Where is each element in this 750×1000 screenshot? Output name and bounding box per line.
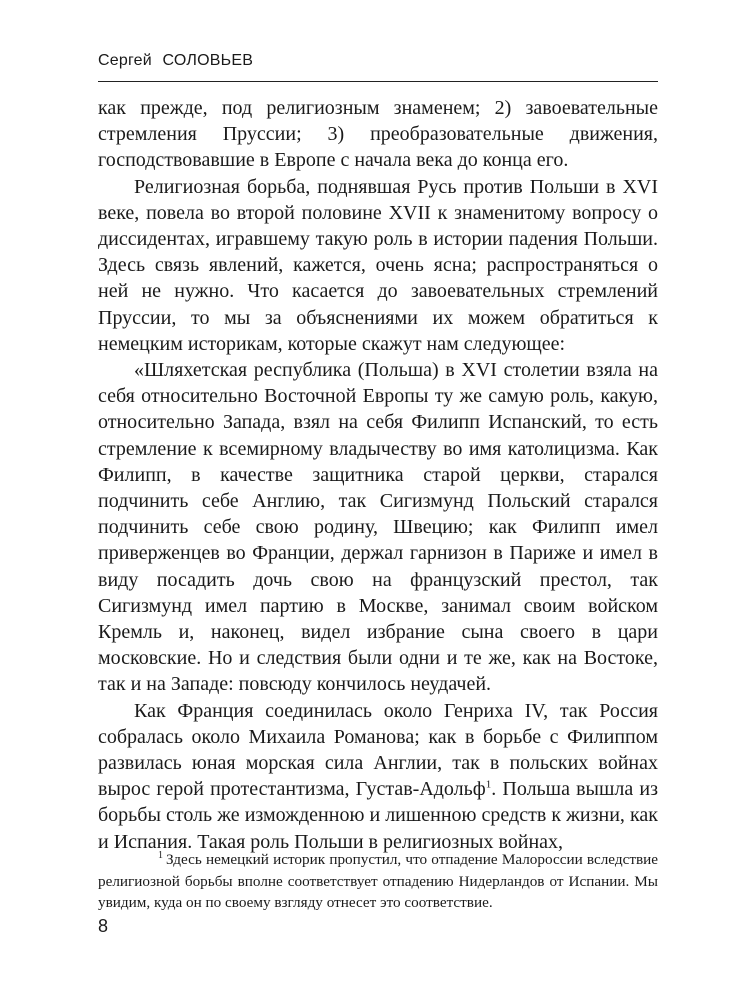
footnote <box>98 849 658 914</box>
author-last-name: СОЛОВЬЕВ <box>162 52 254 69</box>
footnote-marker: 1 <box>158 849 163 861</box>
paragraph-text-b: . Польша вышла из борьбы столь же изможденною и лишенною средств к жизни, как и Испания. Такая роль Польши в религиозных войнах, <box>98 778 658 853</box>
header-rule <box>98 81 658 82</box>
main-text <box>98 95 658 855</box>
paragraph-quotation: «Шляхетская республика (Польша) в XVI столетии взяла на себя относительно Восточной Европы ту же самую роль, какую, относительно Запада, взял на себя Филипп Испанский, то есть стремление к всемирному владычеству во имя католицизма. Как Филипп, в качестве защитника старой церкви, старался подчинить себе Англию, так Сигизмунд Польский старался подчинить себе свою родину, Швецию; как Филипп имел приверженцев во Франции, держал гарнизон в Париже и имел в виду посадить дочь свою на французский престол, так Сигизмунд имел партию в Москве, занимал своим войском Кремль и, наконец, видел избрание сына своего в цари московские. Но и следствия были одни и те же, как на Востоке, так и на Западе: повсюду кончилось неудачей. <box>98 359 658 696</box>
page-number: 8 <box>98 916 109 936</box>
paragraph-continued: как прежде, под религиозным знаменем; 2) завоевательные стремления Пруссии; 3) преобразовательные движения, господствовавшие в Европе с начала века до конца его. <box>98 97 658 172</box>
footnote-reference[interactable]: 1 <box>485 778 492 791</box>
footnote-text: Здесь немецкий историк пропустил, что отпадение Малороссии вследствие религиозной борьбы вполне соответствует отпадению Нидерландов от Испании. Мы увидим, куда он по своему взгляду отнесет это соответствие. <box>98 851 658 911</box>
paragraph-france-russia <box>98 698 658 855</box>
author-first-name: Сергей <box>98 52 152 69</box>
paragraph-religious-struggle: Религиозная борьба, поднявшая Русь против Польши в XVI веке, повела во второй половине XVII к знаменитому вопросу о диссидентах, игравшему такую роль в истории падения Польши. Здесь связь явлений, кажется, очень ясна; распространяться о ней не нужно. Что касается до завоевательных стремлений Пруссии, то мы за объяснениями их можем обратиться к немецким историкам, которые скажут нам следующее: <box>98 175 658 355</box>
paragraph-text-a: Как Франция соединилась около Генриха IV, так Россия собралась около Михаила Романова; как в борьбе с Филиппом развилась юная морская сила Англии, так в польских войнах вырос герой протестантизма, Густав-Адольф <box>98 699 658 801</box>
running-head <box>98 52 658 70</box>
